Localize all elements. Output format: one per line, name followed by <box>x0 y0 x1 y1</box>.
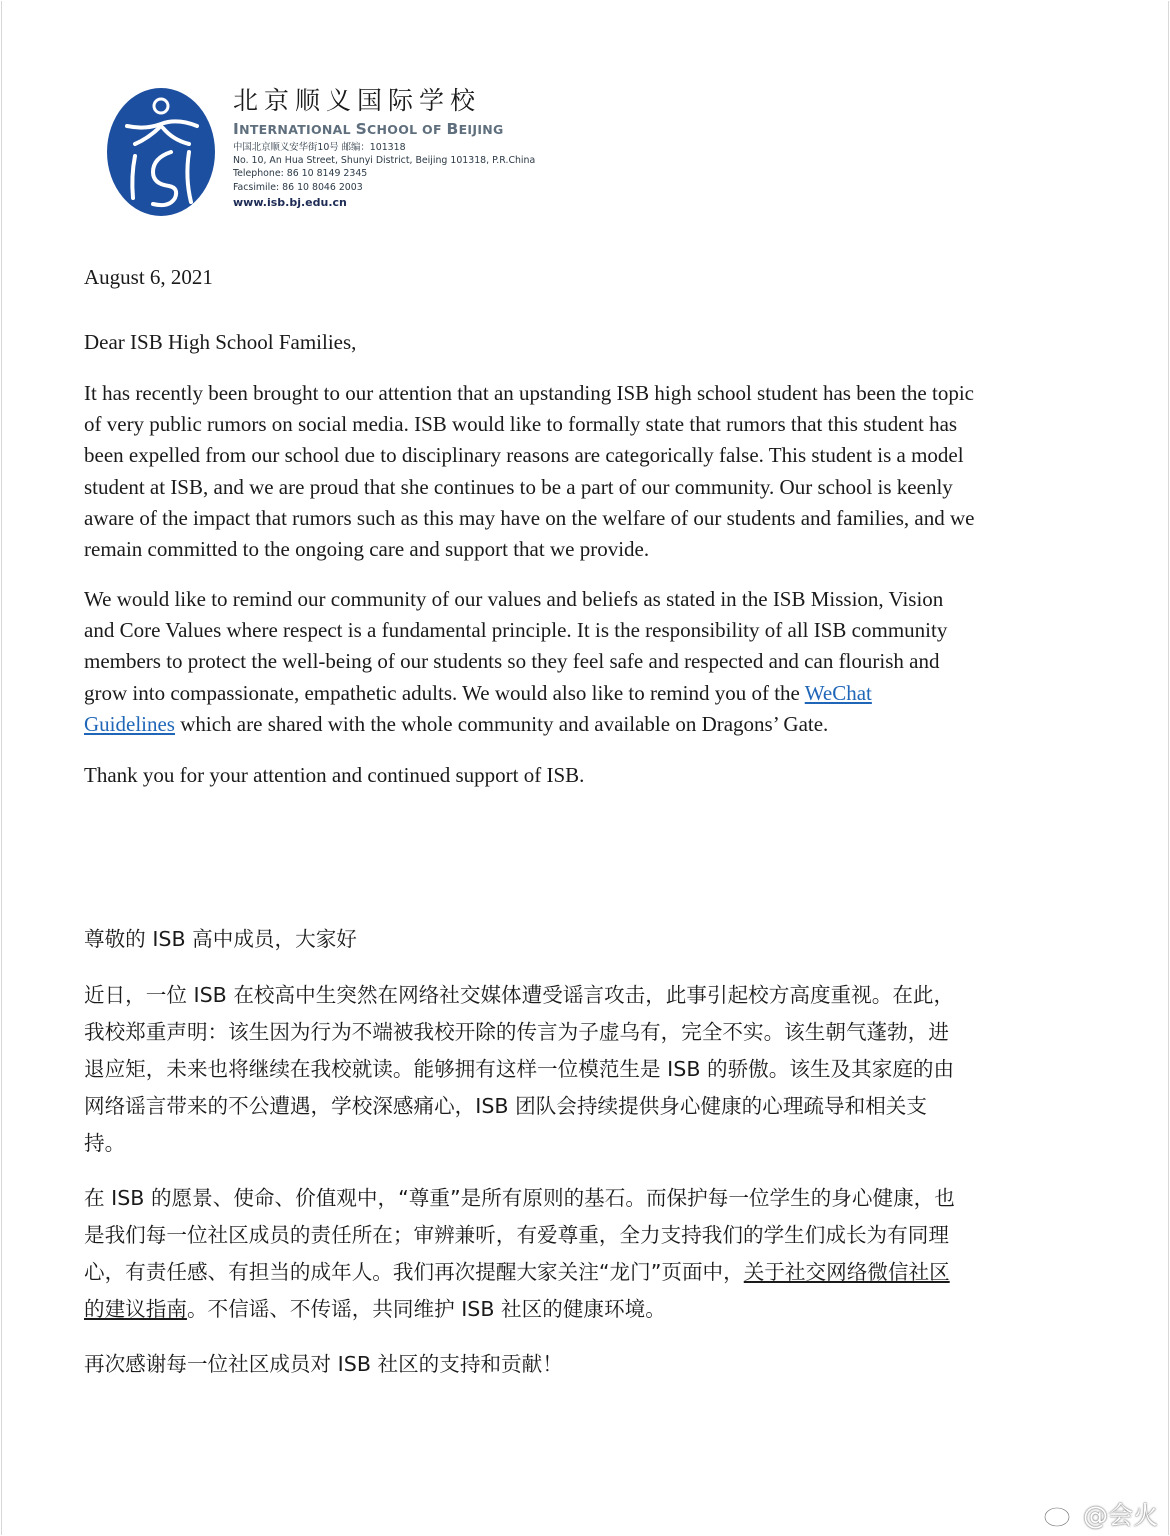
letter-cn-paragraph-1 <box>84 977 1084 1162</box>
school-name-en <box>233 120 633 139</box>
weibo-icon <box>1043 1500 1077 1528</box>
paragraph-line <box>84 1254 1084 1291</box>
paragraph-line: 网络谣言带来的不公遭遇，学校深感痛心，ISB 团队会持续提供身心健康的心理疏导和相关支 <box>84 1094 927 1118</box>
school-info <box>233 86 633 211</box>
paragraph-line: 退应矩，未来也将继续在我校就读。能够拥有这样一位模范生是 ISB 的骄傲。该生及其家庭的由 <box>84 1057 955 1081</box>
wechat-guidelines-link[interactable]: WeChat <box>804 680 872 705</box>
weibo-watermark <box>1043 1496 1158 1532</box>
address-en: No. 10, An Hua Street, Shunyi District, Beijing 101318, P.R.China <box>233 155 536 167</box>
paragraph-text: grow into compassionate, empathetic adults. We would also like to remind you of the <box>84 680 805 705</box>
letter-date: August 6, 2021 <box>84 265 213 289</box>
paragraph-line <box>84 678 1084 709</box>
paragraph-text: 。不信谣、不传谣，共同维护 ISB 社区的健康环境。 <box>186 1297 666 1321</box>
paragraph-text: 心，有责任感、有担当的成年人。我们再次提醒大家关注“龙门”页面中， <box>84 1260 744 1284</box>
school-name-en-part: NTERNATIONAL <box>239 122 356 137</box>
paragraph-line: We would like to remind our community of our values and beliefs as stated in the ISB Mission, Vision <box>84 587 944 611</box>
paragraph-line: aware of the impact that rumors such as this may have on the welfare of our students and families, and we <box>84 505 975 530</box>
school-name-en-part: B <box>446 120 459 138</box>
address-cn: 中国北京顺义安华街10号 邮编：101318 <box>233 142 406 153</box>
paragraph-line: 我校郑重声明：该生因为行为不端被我校开除的传言为子虚乌有，完全不实。该生朝气蓬勃，进 <box>84 1020 949 1044</box>
letter-paragraph-2 <box>84 584 1084 740</box>
paragraph-line: 持。 <box>84 1131 126 1155</box>
letter-cn-paragraph-2 <box>84 1180 1084 1328</box>
paragraph-line: been expelled from our school due to disciplinary reasons are categorically false. This student is a model <box>84 443 964 468</box>
telephone: Telephone: 86 10 8149 2345 <box>233 168 368 180</box>
facsimile: Facsimile: 86 10 8046 2003 <box>233 181 363 193</box>
paragraph-line <box>84 709 1084 740</box>
paragraph-line: remain committed to the ongoing care and support that we provide. <box>84 537 650 562</box>
letter-cn-thanks: 再次感谢每一位社区成员对 ISB 社区的支持和贡献！ <box>84 1352 563 1376</box>
paragraph-line: It has recently been brought to our attention that an upstanding ISB high school student has been the topic <box>84 381 974 405</box>
paragraph-text: which are shared with the whole community and available on Dragons’ Gate. <box>174 711 829 736</box>
school-name-en-part: I <box>233 120 240 138</box>
school-name-en-part: CHOOL OF <box>367 122 447 137</box>
watermark-text: @会火 <box>1082 1501 1158 1530</box>
website: www.isb.bj.edu.cn <box>233 195 347 209</box>
paragraph-line: of very public rumors on social media. ISB would like to formally state that rumors that this student has <box>84 412 958 437</box>
letter-salutation: Dear ISB High School Families, <box>84 330 357 354</box>
wechat-guidelines-link-cn-continued[interactable]: 的建议指南 <box>84 1297 187 1321</box>
letter-cn-salutation: 尊敬的 ISB 高中成员，大家好 <box>84 927 357 951</box>
wechat-guidelines-link-cn[interactable]: 关于社交网络微信社区 <box>743 1260 950 1284</box>
paragraph-line <box>84 1291 1084 1328</box>
wechat-guidelines-link-continued[interactable]: Guidelines <box>84 711 175 736</box>
paragraph-line: student at ISB, and we are proud that she continues to be a part of our community. Our school is keenly <box>84 474 953 499</box>
paragraph-line: 在 ISB 的愿景、使命、价值观中，“尊重”是所有原则的基石。而保护每一位学生的身心健康，也 <box>84 1186 955 1210</box>
paragraph-line: 近日，一位 ISB 在校高中生突然在网络社交媒体遭受谣言攻击，此事引起校方高度重视。在此， <box>84 983 955 1007</box>
school-name-en-part: EIJING <box>458 122 504 137</box>
letter-paragraph-1 <box>84 378 1084 565</box>
isb-logo-icon <box>105 86 217 218</box>
paragraph-line: and Core Values where respect is a fundamental principle. It is the responsibility of all ISB community <box>84 618 948 643</box>
letter-thanks: Thank you for your attention and continued support of ISB. <box>84 763 585 787</box>
letterhead <box>105 86 625 226</box>
school-name-en-part: S <box>355 120 368 138</box>
paragraph-line: members to protect the well-being of our students so they feel safe and respected and can flourish and <box>84 649 940 674</box>
paragraph-line: 是我们每一位社区成员的责任所在；审辨兼听，有爱尊重，全力支持我们的学生们成长为有同理 <box>84 1223 949 1247</box>
school-name-cn: 北京顺义国际学校 <box>233 86 482 115</box>
